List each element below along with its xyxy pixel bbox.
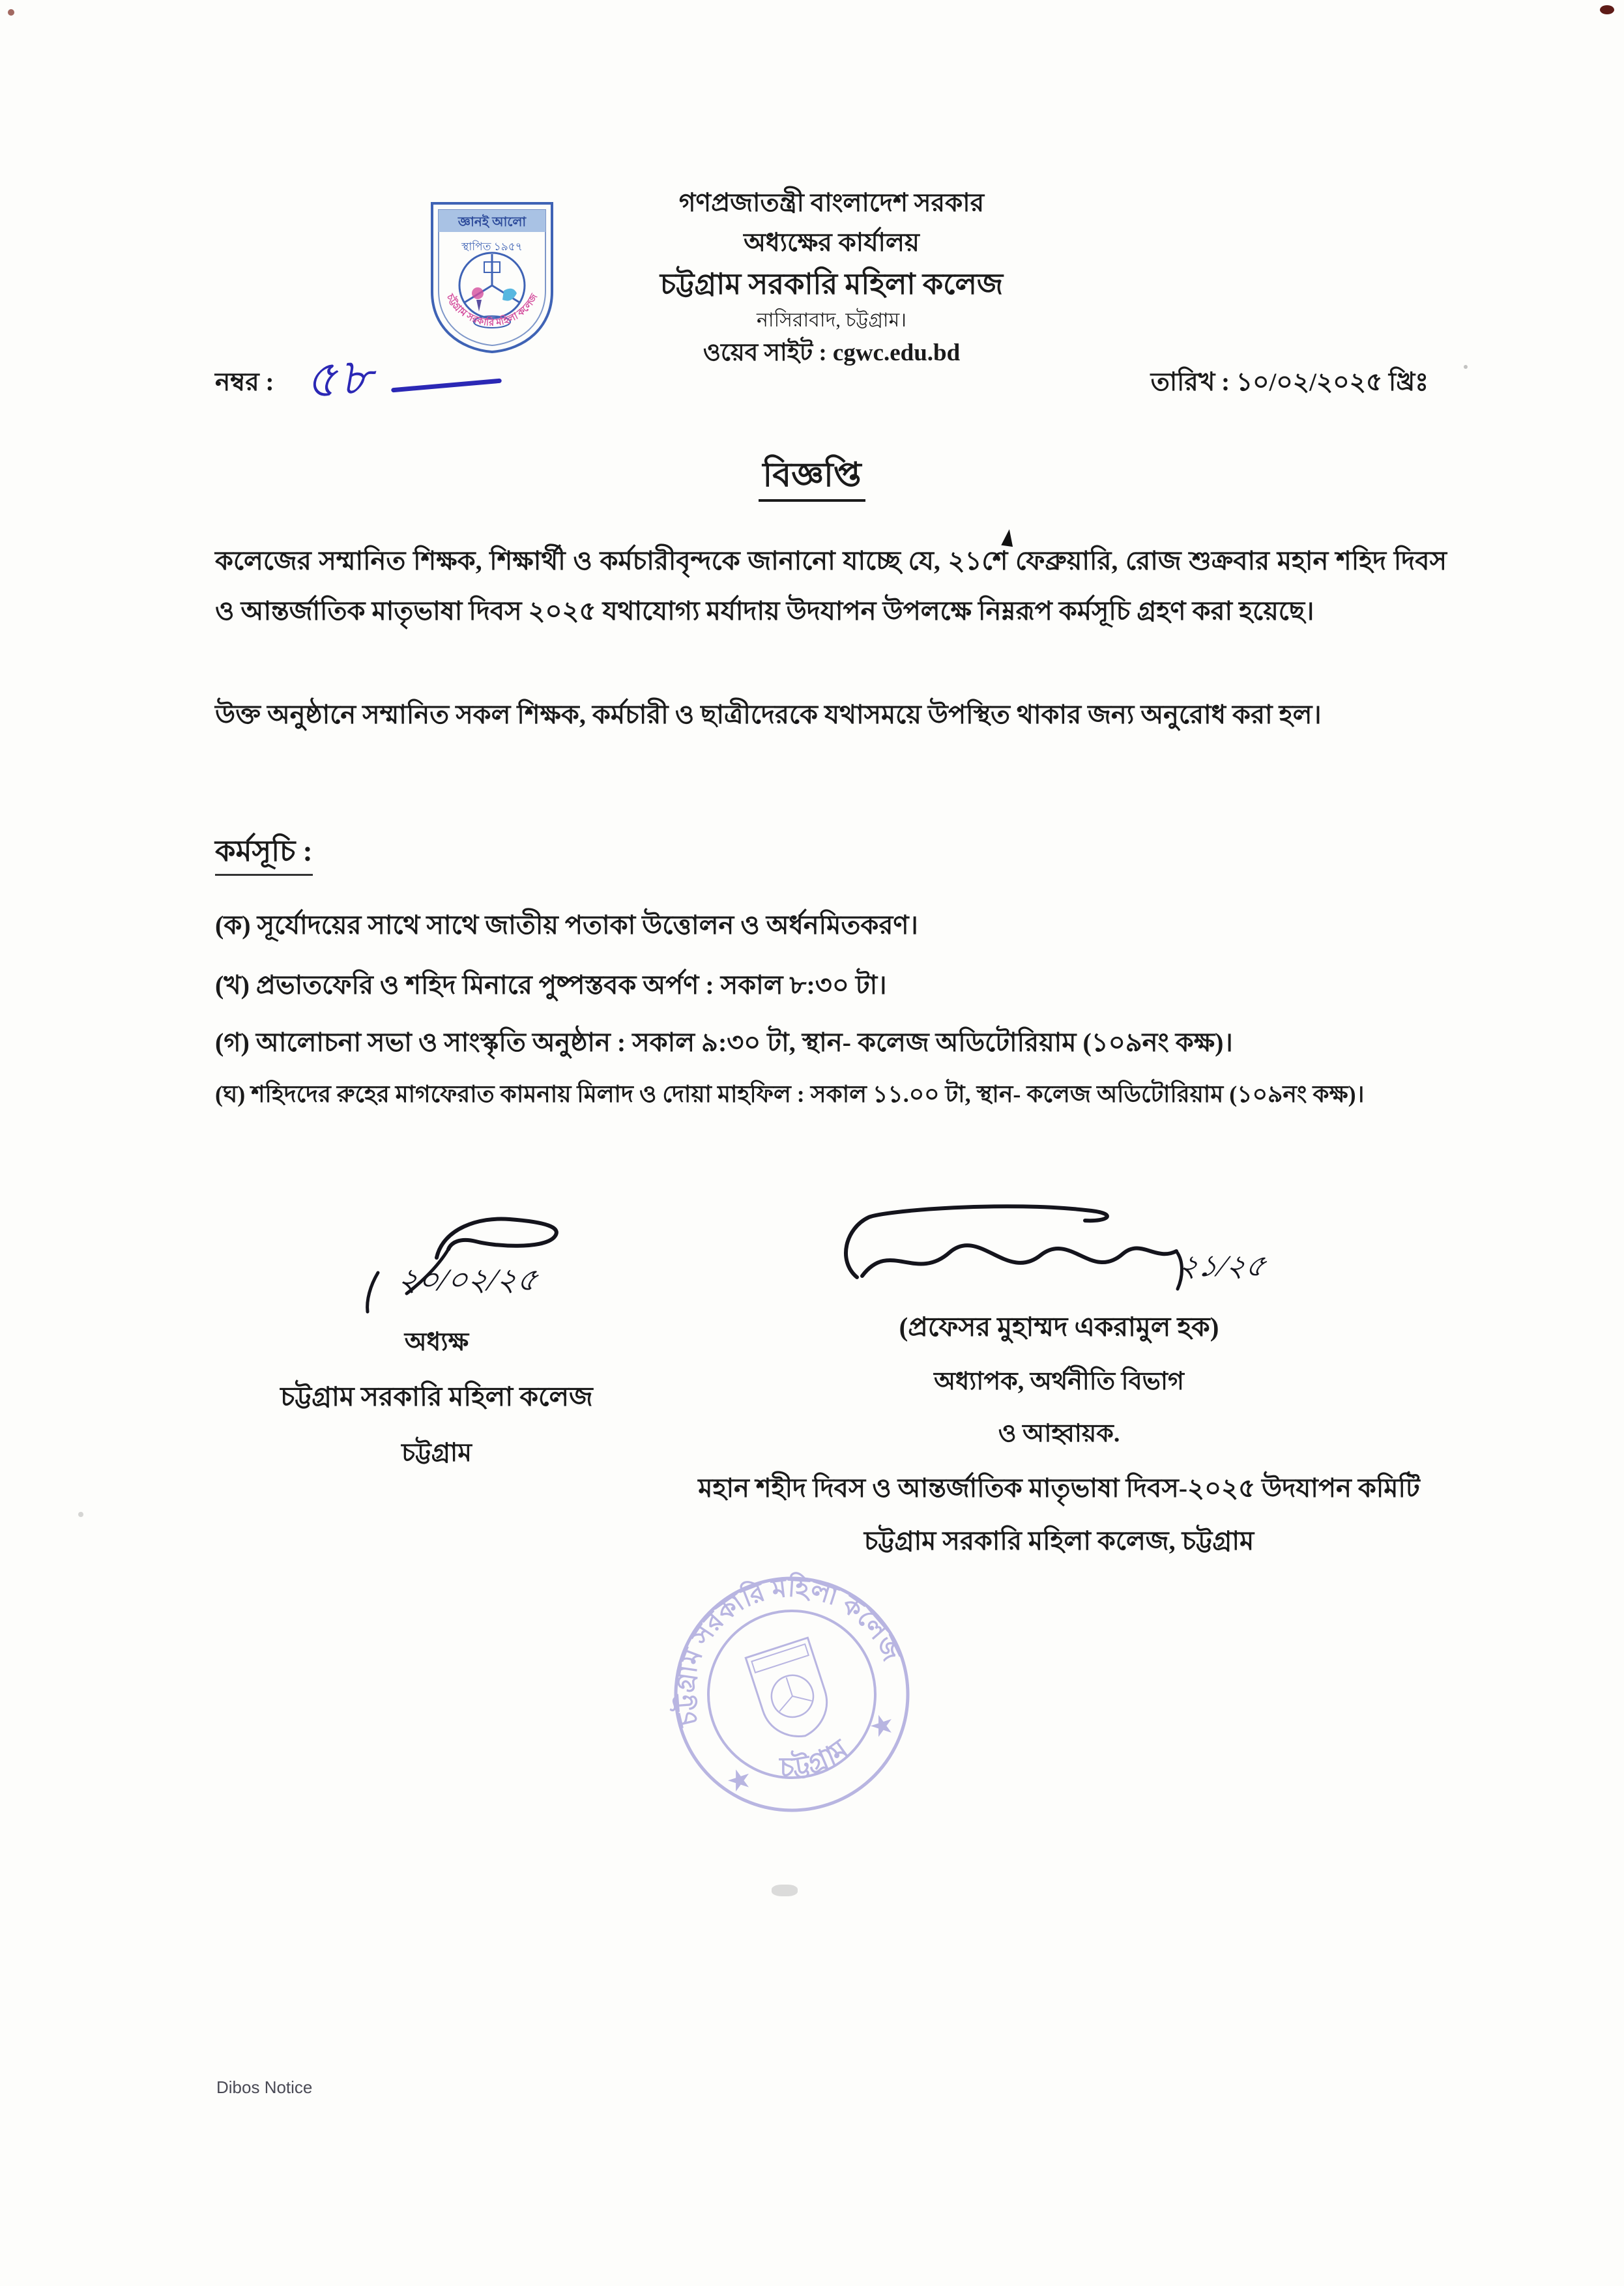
logo-torch-icon [476, 300, 482, 311]
logo-flower-icon [472, 287, 484, 299]
svg-text:চট্টগ্রাম [770, 1731, 858, 1791]
convener-signature-block [622, 1199, 1496, 1564]
scan-speck [1600, 5, 1614, 14]
logo-arc-name: চট্টগ্রাম সরকারি মহিলা কলেজ [444, 292, 540, 328]
scan-speck [8, 9, 14, 16]
stamp-star-left-icon: ★ [722, 1761, 757, 1800]
convener-signature-icon [811, 1199, 1307, 1307]
convener-signature-date: ২১/২৫ [1174, 1249, 1269, 1283]
college-logo [420, 194, 564, 357]
date-line: তারিখ : ১০/০২/২০২৫ খ্রিঃ [1150, 368, 1428, 396]
schedule-item-gha: (ঘ) শহিদদের রুহের মাগফেরাত কামনায় মিলাদ ও দোয়া মাহফিল : সকাল ১১.০০ টা, স্থান- কলেজ অডিটোরিয়াম (১০৯নং কক্ষ)। [215, 1081, 1365, 1107]
svg-text:চট্টগ্রাম সরকারি মহিলা কলেজ [444, 292, 540, 328]
ink-blot-artifact [1001, 528, 1015, 547]
scan-speck [1464, 365, 1468, 369]
scan-speck [78, 1512, 83, 1517]
office-line: অধ্যক্ষের কার্যালয় [744, 229, 920, 257]
letterhead [584, 190, 1079, 365]
schedule-item-ka: (ক) সূর্যোদয়ের সাথে সাথে জাতীয় পতাকা উত্তোলন ও অর্ধনমিতকরণ। [215, 910, 918, 940]
memo-number-handwritten: ৫৮ [302, 347, 375, 409]
address-line: নাসিরাবাদ, চট্টগ্রাম। [756, 310, 907, 331]
college-name-line: চট্টগ্রাম সরকারি মহিলা কলেজ [660, 268, 1004, 300]
memo-number-pen-stroke [391, 379, 502, 393]
footer-note: Dibos Notice [216, 2077, 313, 2097]
stamp-arc-text: চট্টগ্রাম সরকারি মহিলা কলেজ [669, 1572, 906, 1729]
stamp-shield-icon [746, 1638, 836, 1746]
website-line: ওয়েব সাইট : cgwc.edu.bd [703, 340, 961, 366]
notice-title-text: বিজ্ঞপ্তি [759, 457, 865, 502]
principal-college: চট্টগ্রাম সরকারি মহিলা কলেজ [280, 1382, 593, 1411]
government-line: গণপ্রজাতন্ত্রী বাংলাদেশ সরকার [678, 189, 985, 217]
logo-motto-text: জ্ঞানই আলো [457, 215, 527, 229]
schedule-heading [215, 829, 313, 878]
body-paragraph-2: উক্ত অনুষ্ঠানে সম্মানিত সকল শিক্ষক, কর্মচারী ও ছাত্রীদেরকে যথাসময়ে উপস্থিত থাকার জন্য অনুরোধ করা হল। [215, 700, 1322, 729]
stamp-bottom-text: চট্টগ্রাম [779, 1734, 854, 1784]
principal-role: অধ্যক্ষ [404, 1328, 469, 1356]
college-round-stamp [615, 1518, 968, 1871]
convener-role: অধ্যাপক, অর্থনীতি বিভাগ [934, 1368, 1184, 1395]
principal-place: চট্টগ্রাম [401, 1439, 472, 1467]
schedule-item-ga: (গ) আলোচনা সভা ও সাংস্কৃতি অনুষ্ঠান : সকাল ৯:৩০ টা, স্থান- কলেজ অডিটোরিয়াম (১০৯নং কক্ষ)। [215, 1028, 1233, 1057]
principal-signature-date: ২০/০২/২৫ [395, 1263, 541, 1297]
logo-established-text: স্থাপিত ১৯৫৭ [461, 240, 523, 253]
schedule-heading-text: কর্মসূচি : [215, 835, 313, 876]
memo-number-label: নম্বর : [215, 368, 274, 396]
convener-college: চট্টগ্রাম সরকারি মহিলা কলেজ, চট্টগ্রাম [863, 1526, 1254, 1555]
convener-name: (প্রফেসর মুহাম্মদ একরামুল হক) [899, 1312, 1219, 1342]
notice-title [0, 448, 1624, 505]
body-paragraph-1: কলেজের সম্মানিত শিক্ষক, শিক্ষার্থী ও কর্মচারীবৃন্দকে জানানো যাচ্ছে যে, ২১শে ফেব্রুয়ারি, রোজ শুক্রবার মহান শহিদ দিবস ও আন্তর্জাতিক মাতৃভাষা দিবস ২০২৫ যথাযোগ্য মর্যাদায় উদযাপন উপলক্ষে নিম্নরূপ কর্মসূচি গ্রহণ করা হয়েছে। [215, 546, 1447, 626]
stamp-star-right-icon: ★ [865, 1706, 899, 1745]
principal-signature-block [209, 1209, 665, 1475]
principal-signature-icon [339, 1209, 613, 1320]
convener-role-2: ও আহ্বায়ক. [998, 1420, 1120, 1447]
schedule-item-kha: (খ) প্রভাতফেরি ও শহিদ মিনারে পুষ্পস্তবক অর্পণ : সকাল ৮:৩০ টা। [215, 970, 887, 1000]
committee-line: মহান শহীদ দিবস ও আন্তর্জাতিক মাতৃভাষা দিবস-২০২৫ উদযাপন কমিটি [698, 1473, 1420, 1503]
scan-speck [772, 1885, 798, 1896]
